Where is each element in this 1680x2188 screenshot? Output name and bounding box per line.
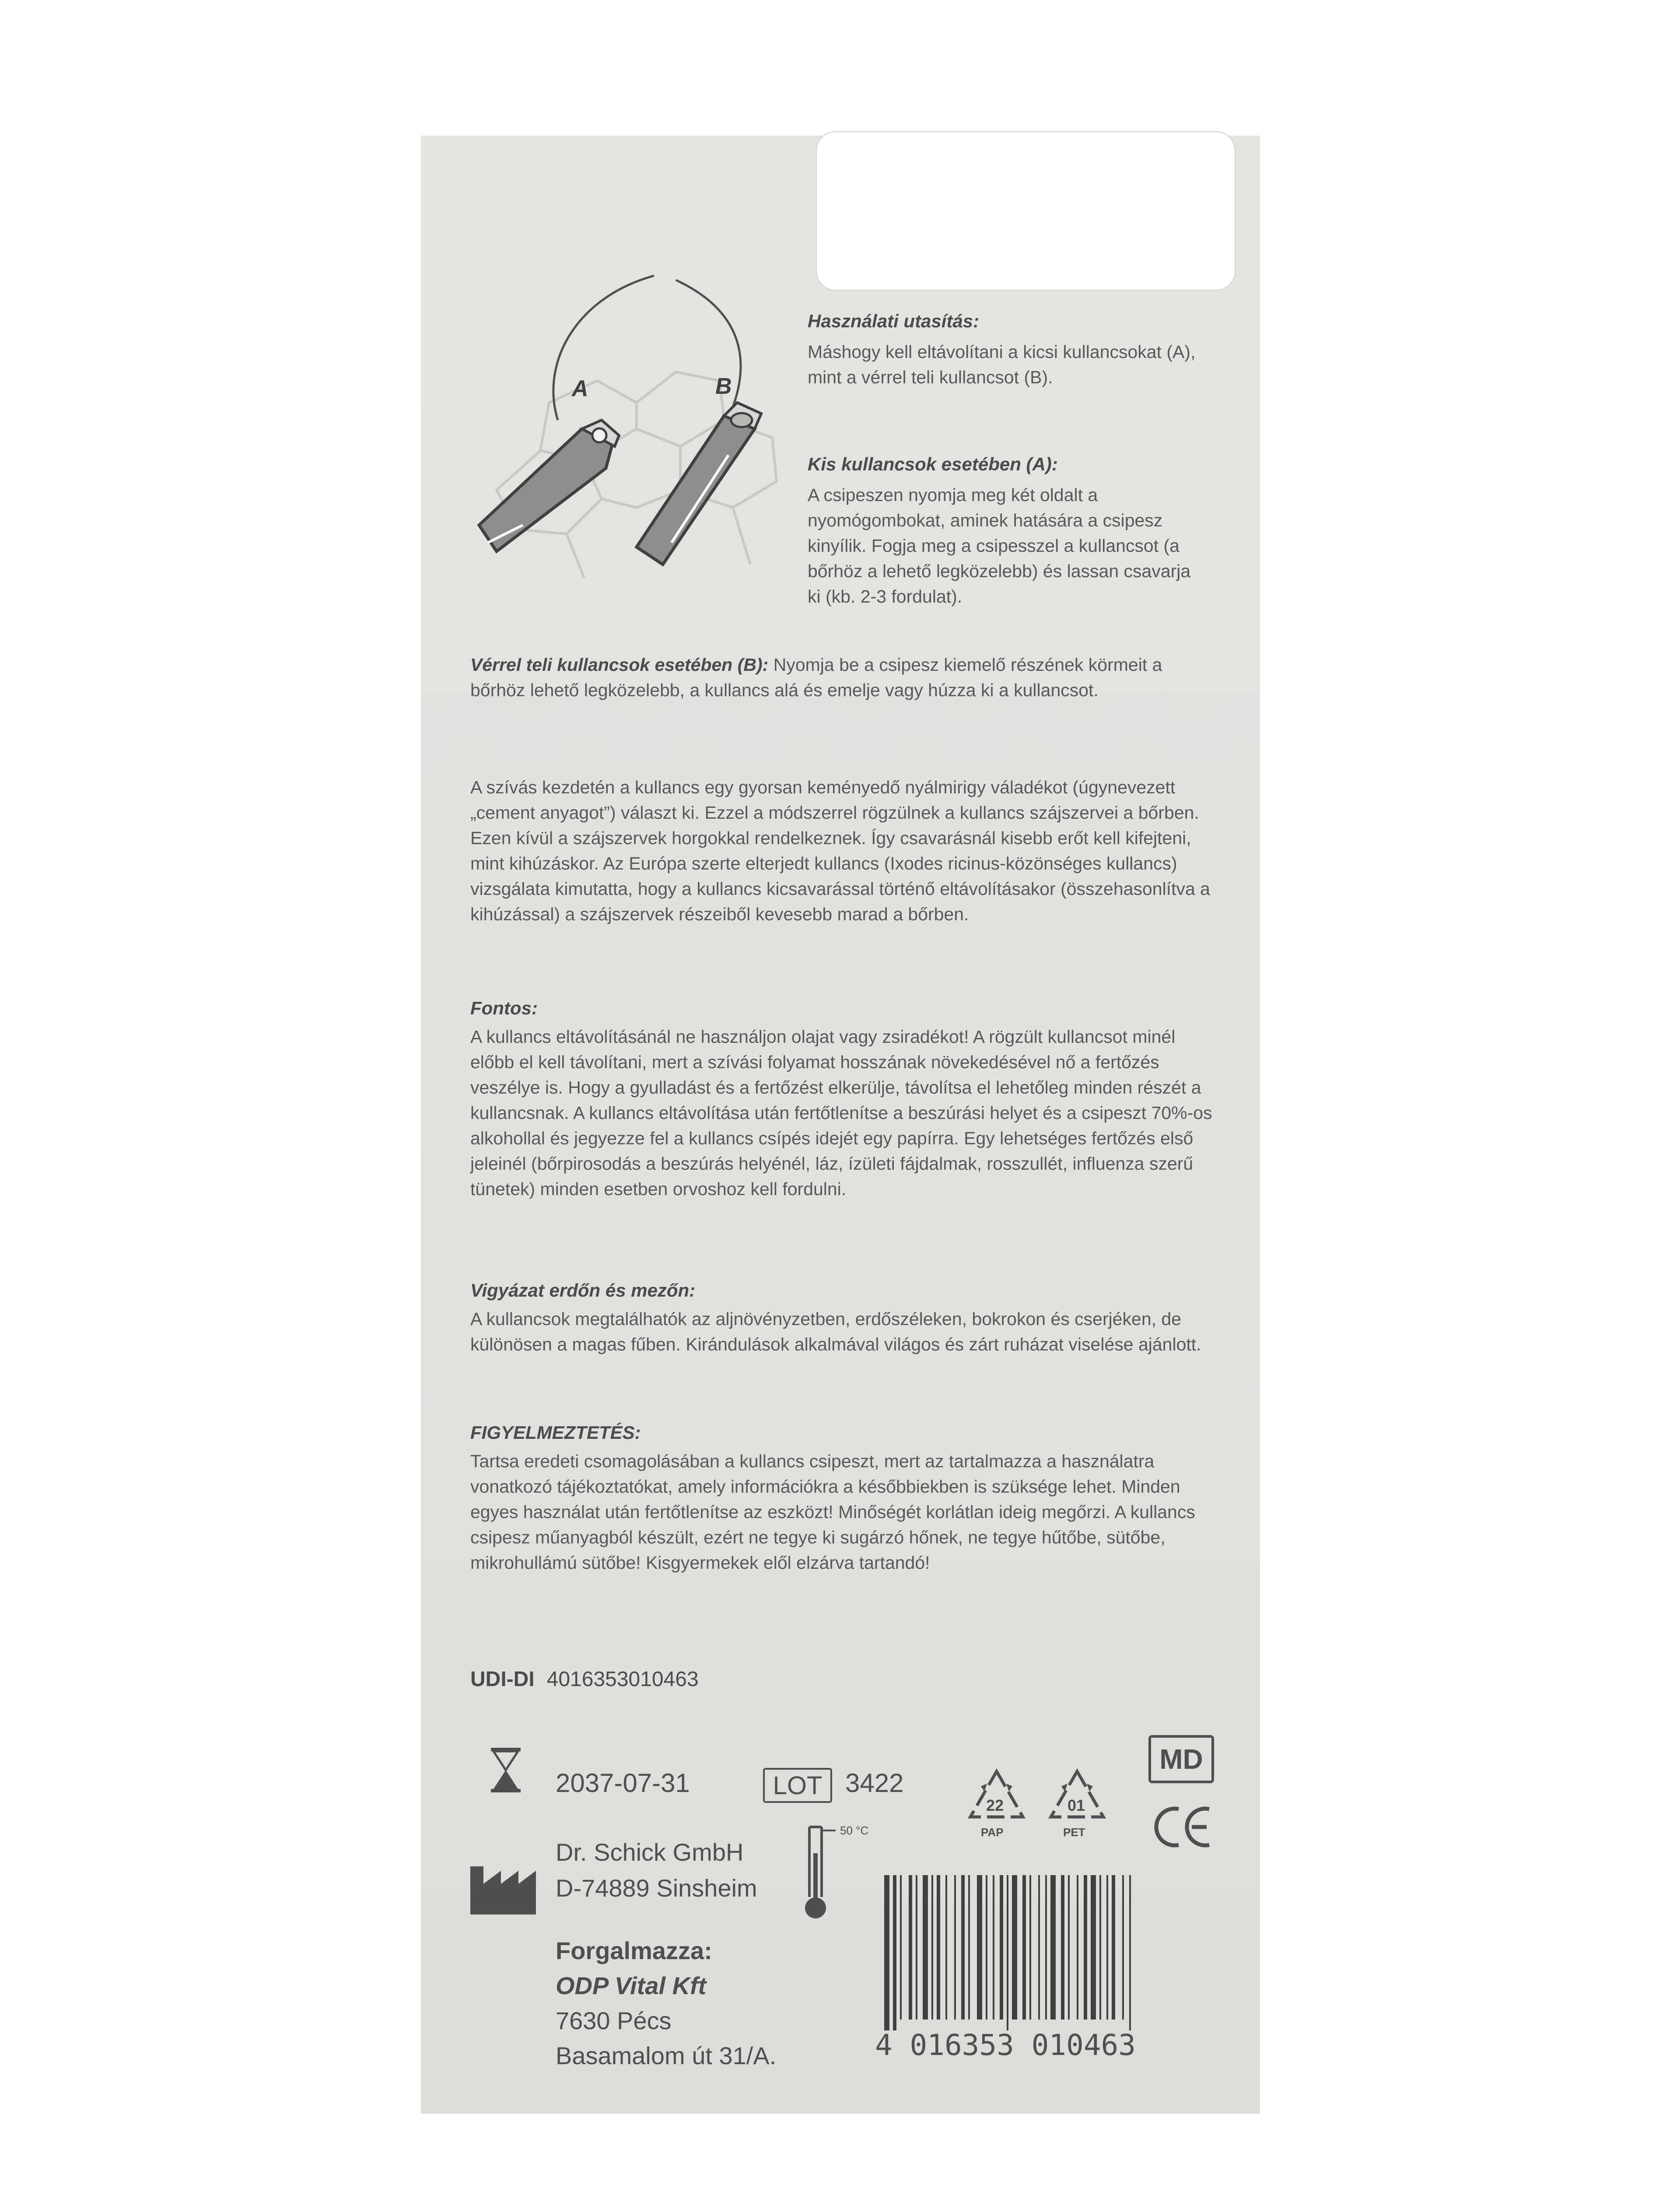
blood-ticks-body: Nyomja be a csipesz kiemelő részének körmeit a bőrhöz lehető legközelebb, a kullancs alá és emelje vagy húzza ki a kullancsot. (470, 655, 1162, 700)
thermometer-icon (796, 1818, 840, 1923)
label-b: B (715, 374, 732, 399)
barcode-bar (1077, 1875, 1078, 2020)
barcode-bar (900, 1875, 902, 2020)
md-mark: MD (1148, 1735, 1214, 1783)
barcode-bar (1112, 1875, 1115, 2020)
blood-ticks-paragraph (470, 652, 1214, 703)
blood-ticks-heading: Vérrel teli kullancsok esetében (B): (470, 655, 769, 675)
instructions-body: Máshogy kell eltávolítani a kicsi kullancsokat (A), mint a vérrel teli kullancsot (B). (808, 342, 1196, 387)
udi-line (470, 1667, 699, 1691)
barcode-bar (893, 1875, 896, 2030)
barcode-bar (923, 1875, 928, 2020)
barcode-bar (909, 1875, 912, 2020)
distributor-label: Forgalmazza: (556, 1937, 712, 1964)
important-heading: Fontos: (470, 998, 538, 1018)
expiry-date: 2037-07-31 (556, 1768, 690, 1798)
barcode-bar (937, 1875, 940, 2020)
barcode-bar (1129, 1875, 1131, 2030)
barcode-bar (1084, 1875, 1087, 2020)
barcode-bar (1038, 1875, 1040, 2020)
manufacturer-name: Dr. Schick GmbH (556, 1838, 744, 1866)
distributor-city: 7630 Pécs (556, 2007, 672, 2034)
barcode-bar (1091, 1875, 1096, 2020)
barcode-bar (945, 1875, 947, 2020)
barcode-bar (1029, 1875, 1031, 2020)
barcode-bar (1007, 1875, 1008, 2030)
small-ticks-heading: Kis kullancsok esetében (A): (808, 454, 1058, 474)
distributor-name: ODP Vital Kft (556, 1972, 707, 1999)
barcode-bar (1122, 1875, 1124, 2020)
recycle-material-pet: PET (1063, 1826, 1085, 1839)
recycle-material-pap: PAP (981, 1826, 1004, 1839)
barcode-bar (1045, 1875, 1047, 2020)
caution-body: A kullancsok megtalálhatók az aljnövényzetben, erdőszéleken, bokrokon és cserjéken, de különösen a magas fűben. Kirándulások alkalmával világos és zárt ruházat viselése ajánlott. (470, 1309, 1201, 1354)
tweezer-illustration (470, 263, 803, 591)
distributor-street: Basamalom út 31/A. (556, 2042, 777, 2069)
barcode-bar (1106, 1875, 1108, 2020)
barcode-icon (882, 1875, 1223, 2030)
recycle-code-01: 01 (1068, 1796, 1085, 1814)
barcode-bar (1068, 1875, 1070, 2020)
temperature-limit: 50 °C (840, 1824, 869, 1837)
barcode-bar (954, 1875, 956, 2020)
barcode-digits: 4 016353 010463 (875, 2028, 1136, 2062)
lot-value: 3422 (845, 1768, 904, 1798)
barcode-bar (977, 1875, 982, 2020)
barcode-bar (1022, 1875, 1026, 2020)
ce-mark-icon (1150, 1803, 1215, 1851)
instructions-heading: Használati utasítás: (808, 311, 980, 331)
barcode-bar (916, 1875, 917, 2020)
caution-heading: Vigyázat erdőn és mezőn: (470, 1280, 696, 1301)
recycle-code-22: 22 (986, 1796, 1004, 1814)
factory-icon (470, 1858, 545, 1914)
barcode-bar (1000, 1875, 1003, 2020)
hang-hole (816, 131, 1236, 291)
label-a: A (572, 376, 588, 401)
barcode-bar (1099, 1875, 1101, 2020)
small-ticks-body: A csipeszen nyomja meg két oldalt a nyomógombokat, aminek hatására a csipesz kinyílik. Fogja meg a csipesszel a kullancsot (a bőrhöz a lehető legközelebb) és lassan csavarja ki (kb. 2-3 fordulat). (808, 485, 1191, 607)
cement-paragraph: A szívás kezdetén a kullancs egy gyorsan keményedő nyálmirigy váladékot (úgynevezett „cement anyagot”) választ ki. Ezzel a módszerrel rögzülnek a kullancs szájszervei a bőrben. Ezen kívül a szájszervek horgokkal rendelkeznek. Így csavarásnál kisebb erőt kell kifejteni, mint kihúzáskor. Az Európa szerte elterjedt kullancs (Ixodes ricinus-közönséges kullancs) vizsgálata kimutatta, hogy a kullancs kicsavarással történő eltávolításakor (összehasonlítva a kihúzással) a szájszervek részeiből kevesebb marad a bőrben. (470, 777, 1210, 924)
barcode-bar (1012, 1875, 1017, 2020)
important-body: A kullancs eltávolításánál ne használjon olajat vagy zsiradékot! A rögzült kullancsot minél előbb el kell távolítani, mert a szívási folyamat hosszának növekedésével nő a fertőzés veszélye is. Hogy a gyulladást és a fertőzést elkerülje, távolítsa el lehetőleg minden részét a kullancsnak. A kullancs eltávolítása után fertőtlenítse a beszúrási helyet és a csipeszt 70%-os alkohollal és jegyezze fel a kullancs csípés idejét egy papírra. Egy lehetséges fertőzés első jeleinél (bőrpirosodás a beszúrás helyénél, láz, ízületi fájdalmak, rosszullét, influenza szerű tünetek) minden esetben orvoshoz kell fordulni. (470, 1027, 1212, 1199)
hourglass-icon (489, 1746, 522, 1794)
udi-label: UDI-DI (470, 1668, 535, 1691)
barcode-bar (993, 1875, 994, 2020)
barcode-bar (1050, 1875, 1056, 2020)
barcode-bar (931, 1875, 933, 2020)
barcode-bar (986, 1875, 987, 2020)
warning-body: Tartsa eredeti csomagolásában a kullancs csipeszt, mert az tartalmazza a használatra vonatkozó tájékoztatókat, amely információkra a későbbiekben is szüksége lehet. Minden egyes használat után fertőtlenítse az eszközt! Minőségét korlátlan ideig megőrzi. A kullancs csipesz műanyagból készült, ezért ne tegye ki sugárzó hőnek, ne tegye hűtőbe, sütőbe, mikrohullámú sütőbe! Kisgyermekek elől elzárva tartandó! (470, 1451, 1195, 1573)
lot-label: LOT (763, 1768, 832, 1803)
barcode-bar (1061, 1875, 1064, 2020)
warning-heading: FIGYELMEZTETÉS: (470, 1422, 641, 1443)
barcode-bar (884, 1875, 889, 2030)
barcode-bar (968, 1875, 970, 2020)
udi-value: 4016353010463 (546, 1668, 699, 1691)
barcode-bar (961, 1875, 965, 2020)
manufacturer-city: D-74889 Sinsheim (556, 1874, 757, 1902)
